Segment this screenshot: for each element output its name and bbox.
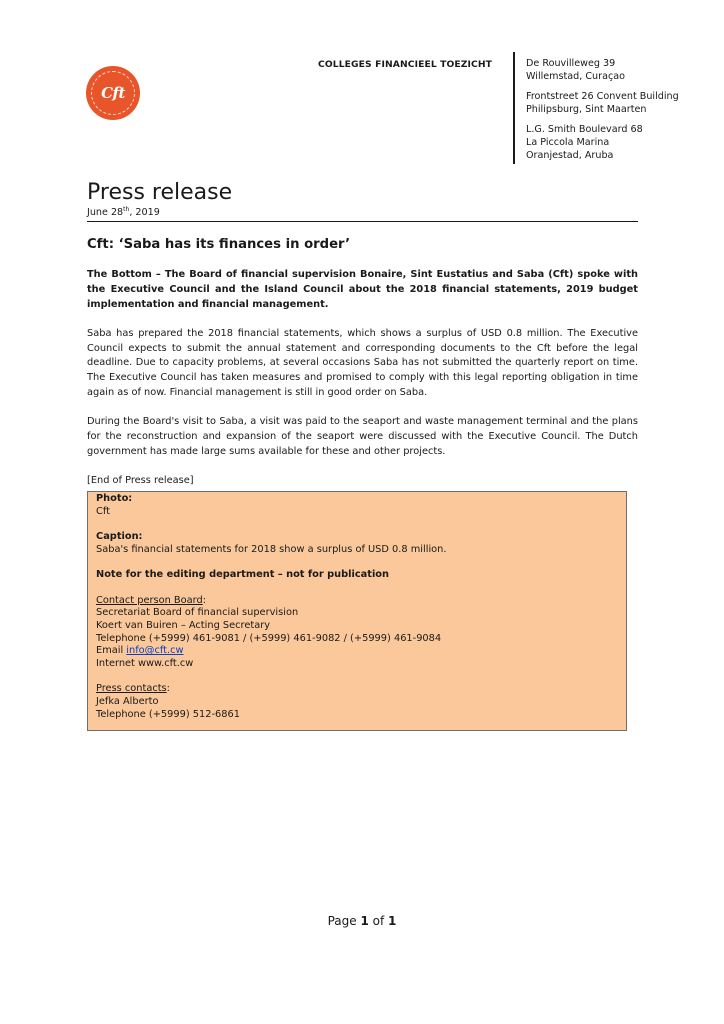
date-month-day: June 28 xyxy=(87,207,124,218)
press-label: Press contacts xyxy=(96,683,167,695)
page-prefix: Page xyxy=(327,914,361,928)
email-row xyxy=(96,645,626,658)
address-line: L.G. Smith Boulevard 68 xyxy=(526,124,643,136)
header-divider xyxy=(513,52,515,164)
address-line: Willemstad, Curaçao xyxy=(526,70,625,82)
contact-label: Contact person Board xyxy=(96,594,203,606)
internet-line: Internet www.cft.cw xyxy=(96,658,194,670)
logo-ring xyxy=(91,71,135,115)
contact-colon: : xyxy=(202,594,207,606)
contact-line: Telephone (+5999) 461-9081 / (+5999) 461-9082 / (+5999) 461-9084 xyxy=(96,632,442,644)
article-body xyxy=(87,268,638,504)
address-curacao xyxy=(526,58,679,83)
document-title: Press release xyxy=(87,180,233,205)
contact-heading xyxy=(96,595,626,608)
contact-line: Secretariat Board of financial supervision xyxy=(96,607,299,619)
address-aruba xyxy=(526,124,679,162)
lead-paragraph: The Bottom – The Board of financial supervision Bonaire, Sint Eustatius and Saba (Cft) spoke with the Executive Council and the Island Council about the 2018 financial statements, 2019 budget implementation and financial management. xyxy=(87,269,638,310)
page-number xyxy=(0,914,724,928)
address-line: Frontstreet 26 Convent Building xyxy=(526,91,679,103)
body-paragraph-1: Saba has prepared the 2018 financial statements, which shows a surplus of USD 0.8 million. The Executive Council expects to submit the annual statement and corresponding documents to the Cft before the legal deadline. Due to capacity problems, at several occasions Saba has not submitted the quarterly report on time. The Executive Council has taken measures and promised to comply with this legal reporting obligation in time again as of now. Financial management is still in good order on Saba. xyxy=(87,327,638,399)
press-heading xyxy=(96,683,626,696)
press-colon: : xyxy=(166,683,170,695)
title-rule xyxy=(87,221,638,222)
cft-logo xyxy=(86,66,140,120)
body-paragraph-2: During the Board's visit to Saba, a visit was paid to the seaport and waste management terminal and the plans for the reconstruction and expansion of the seaport were discussed with the Executive Council. The Dutch government has made large sums available for these and other projects. xyxy=(87,416,638,457)
spacer xyxy=(96,557,626,570)
date-suffix: th xyxy=(123,205,130,213)
end-note: [End of Press release] xyxy=(87,475,194,487)
email-label: Email xyxy=(96,645,127,657)
contact-line: Koert van Buiren – Acting Secretary xyxy=(96,619,271,631)
editorial-info-box xyxy=(87,491,627,731)
email-link[interactable]: info@cft.cw xyxy=(126,645,184,657)
address-line: La Piccola Marina xyxy=(526,136,610,148)
address-line: Oranjestad, Aruba xyxy=(526,149,614,161)
photo-value: Cft xyxy=(96,505,110,517)
organization-name: COLLEGES FINANCIEEL TOEZICHT xyxy=(318,59,493,70)
spacer xyxy=(96,518,626,531)
press-line: Telephone (+5999) 512-6861 xyxy=(96,708,240,720)
page-of: of xyxy=(368,914,389,928)
caption-label: Caption: xyxy=(96,531,143,543)
page-total: 1 xyxy=(388,914,397,928)
editing-note: Note for the editing department – not for publication xyxy=(96,569,390,581)
document-date xyxy=(87,207,160,218)
address-sint-maarten xyxy=(526,91,679,116)
press-line: Jefka Alberto xyxy=(96,696,159,708)
address-list xyxy=(526,58,679,170)
headline: Cft: ‘Saba has its finances in order’ xyxy=(87,237,351,252)
caption-value: Saba's financial statements for 2018 show a surplus of USD 0.8 million. xyxy=(96,543,447,555)
photo-label: Photo: xyxy=(96,493,133,504)
logo-text: Cft xyxy=(101,84,125,102)
address-line: Philipsburg, Sint Maarten xyxy=(526,103,647,115)
spacer xyxy=(96,582,626,595)
date-year: , 2019 xyxy=(129,207,160,218)
page-current: 1 xyxy=(360,914,369,928)
address-line: De Rouvilleweg 39 xyxy=(526,58,616,69)
spacer xyxy=(96,671,626,684)
